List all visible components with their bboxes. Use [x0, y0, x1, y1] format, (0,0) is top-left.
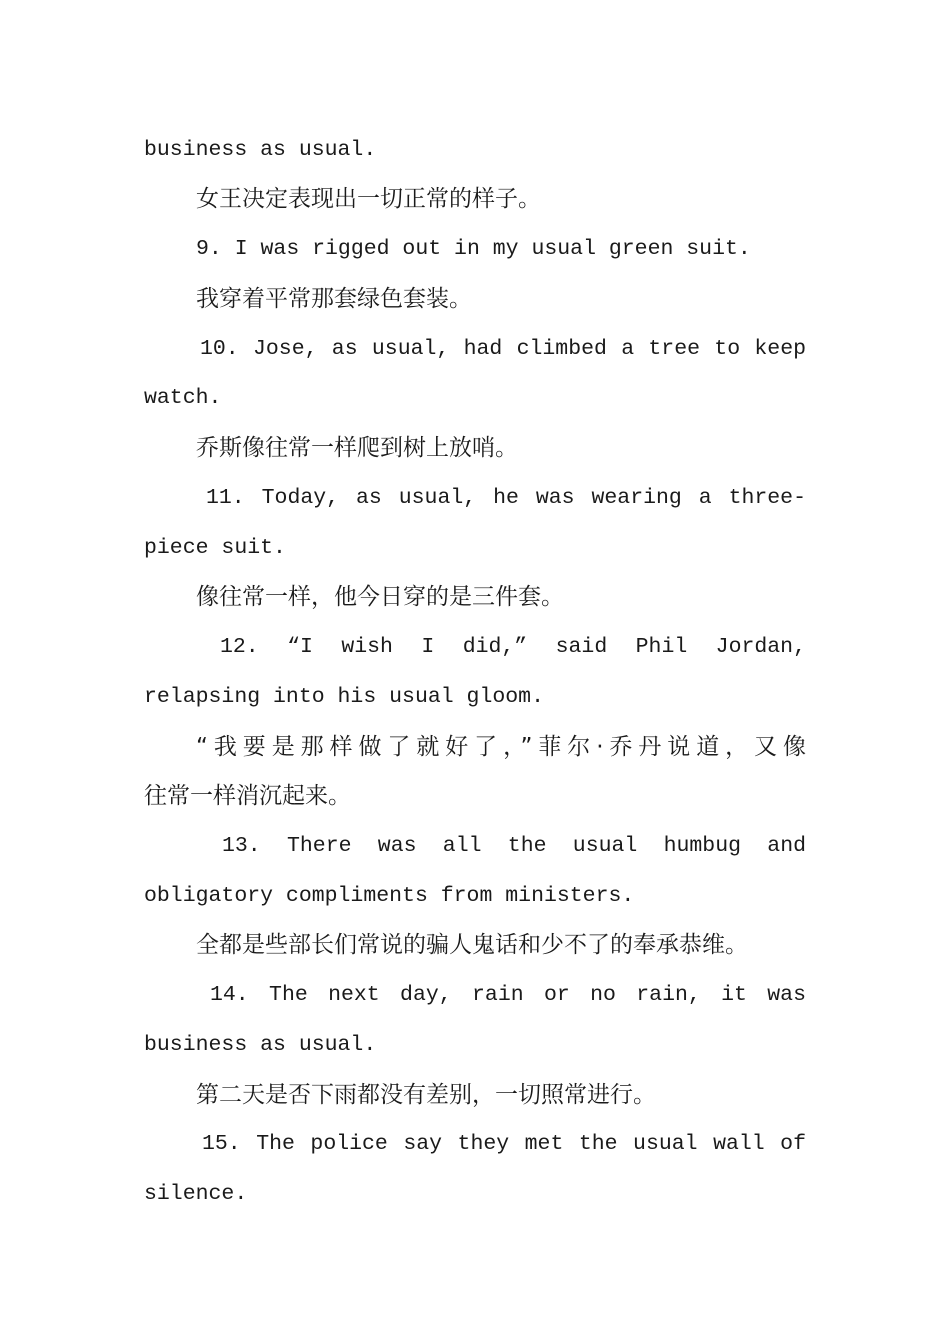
text-line: 15. The police say they met the usual wall of — [202, 1132, 806, 1156]
text-line: relapsing into his usual gloom. — [144, 685, 544, 709]
text-line: 9. I was rigged out in my usual green suit. — [196, 237, 751, 261]
text-line: 11. Today, as usual, he was wearing a three- — [206, 486, 806, 510]
text-line-zh: 像往常一样，他今日穿的是三件套。 — [196, 584, 564, 610]
text-line: silence. — [144, 1182, 248, 1206]
text-line-zh: 全都是些部长们常说的骗人鬼话和少不了的奉承恭维。 — [196, 932, 748, 958]
text-line: obligatory compliments from ministers. — [144, 884, 635, 908]
text-line: 10. Jose, as usual, had climbed a tree to keep — [200, 337, 806, 361]
text-line: 14. The next day, rain or no rain, it was — [210, 983, 806, 1007]
text-line-zh: 我穿着平常那套绿色套装。 — [196, 286, 472, 312]
text-line-zh: 第二天是否下雨都没有差别，一切照常进行。 — [196, 1082, 656, 1108]
text-line-zh: 往常一样消沉起来。 — [144, 783, 351, 809]
text-line: watch. — [144, 386, 222, 410]
text-line-zh: 乔斯像往常一样爬到树上放哨。 — [196, 435, 518, 461]
text-line-zh: “我要是那样做了就好了，”菲尔·乔丹说道，又像 — [196, 734, 806, 760]
text-line: business as usual. — [144, 1033, 377, 1057]
text-line: business as usual. — [144, 138, 377, 162]
text-line: piece suit. — [144, 536, 286, 560]
text-line: 12. “I wish I did,” said Phil Jordan, — [220, 635, 806, 659]
text-line-zh: 女王决定表现出一切正常的样子。 — [196, 186, 541, 212]
text-line: 13. There was all the usual humbug and — [222, 834, 806, 858]
